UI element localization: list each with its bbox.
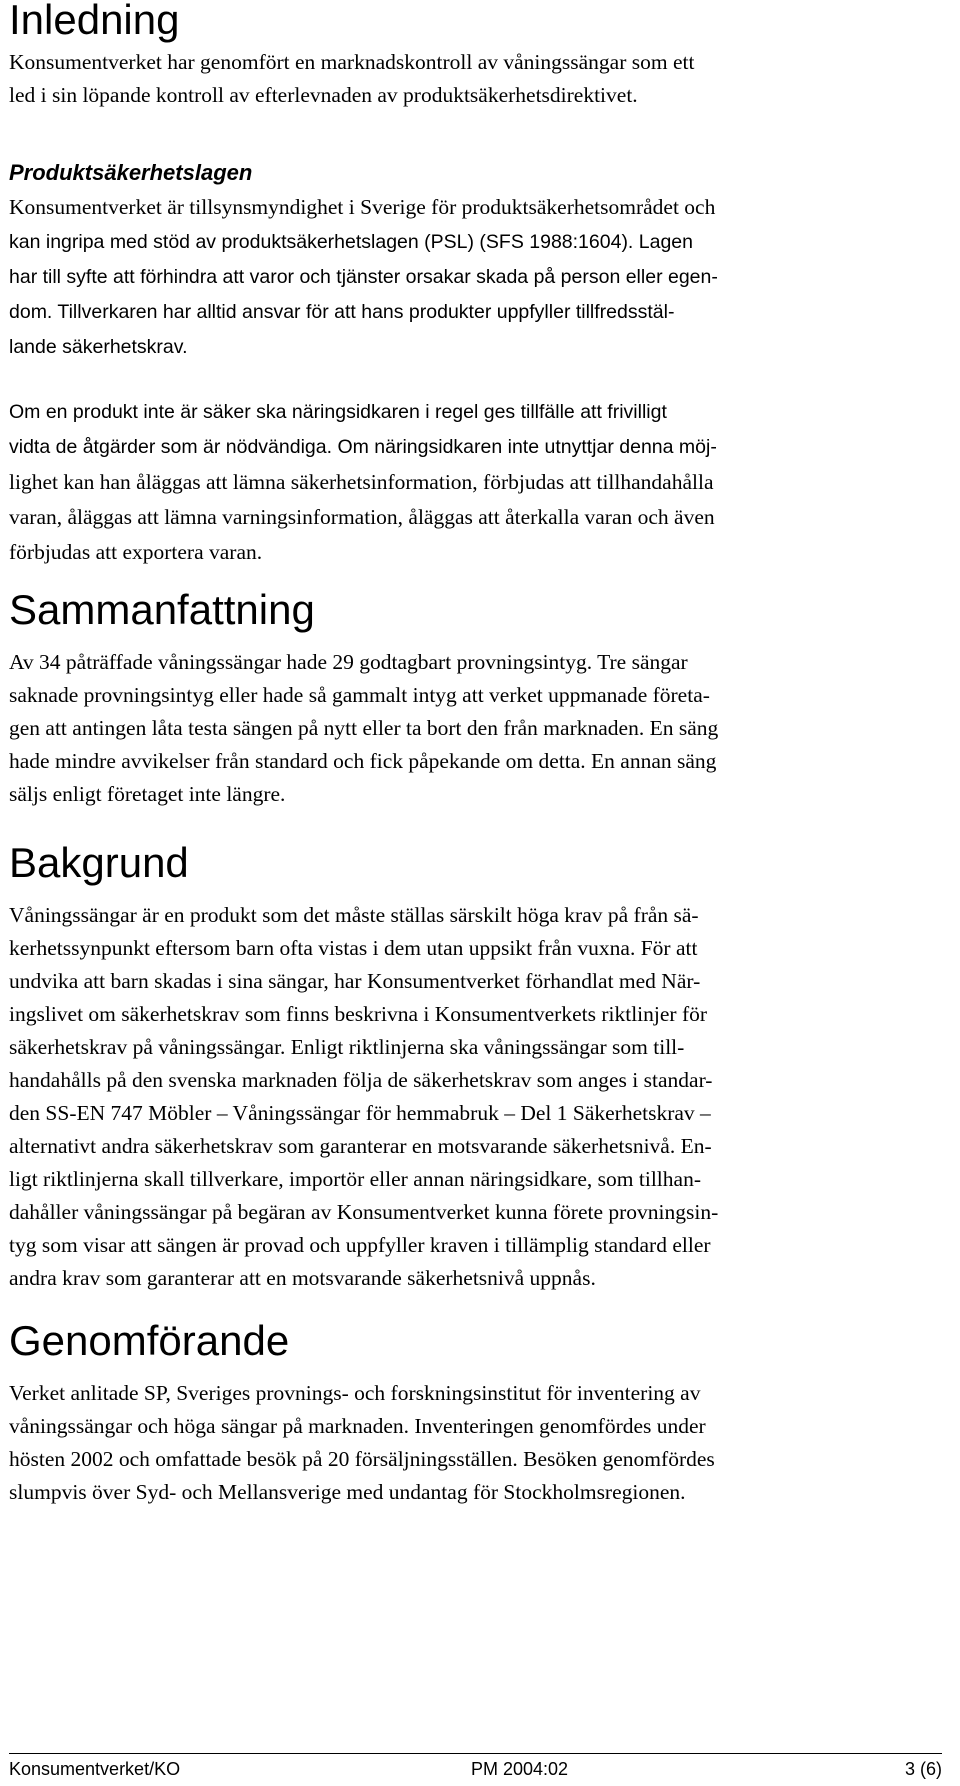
page-content (9, 0, 945, 1509)
paragraph-psl-1 (9, 190, 945, 365)
text-line: undvika att barn skadas i sina sängar, har Konsumentverket förhandlat med När- (9, 969, 701, 993)
text-line: lande säkerhetskrav. (9, 336, 188, 358)
text-line: ingslivet om säkerhetskrav som finns beskrivna i Konsumentverkets riktlinjer för (9, 1002, 708, 1026)
heading-bakgrund: Bakgrund (9, 839, 189, 886)
text-line: Konsumentverket har genomfört en marknadskontroll av våningssängar som ett (9, 50, 695, 74)
text-line: Av 34 påträffade våningssängar hade 29 godtagbart provningsintyg. Tre sängar (9, 650, 688, 674)
text-line: den SS-EN 747 Möbler – Våningssängar för hemmabruk – Del 1 Säkerhetskrav – (9, 1101, 711, 1125)
text-line: har till syfte att förhindra att varor och tjänster orsakar skada på person eller egen- (9, 266, 718, 288)
text-line: säkerhetskrav på våningssängar. Enligt riktlinjerna ska våningssängar som till- (9, 1035, 685, 1059)
text-line: förbjudas att exportera varan. (9, 540, 263, 564)
footer-document-id: PM 2004:02 (471, 1759, 569, 1779)
paragraph-inledning (9, 46, 945, 112)
footer-page-number: 3 (6) (904, 1759, 942, 1779)
text-line: gen att antingen låta testa sängen på nytt eller ta bort den från marknaden. En säng (9, 716, 719, 740)
footer-divider (9, 1753, 942, 1754)
heading-inledning: Inledning (9, 0, 180, 43)
text-line: kan ingripa med stöd av produktsäkerhetslagen (PSL) (SFS 1988:1604). Lagen (9, 231, 693, 253)
text-line: dahåller våningssängar på begäran av Konsumentverket kunna förete provningsin- (9, 1200, 719, 1224)
text-line: tyg som visar att sängen är provad och uppfyller kraven i tillämplig standard eller (9, 1233, 711, 1257)
text-line: Konsumentverket är tillsynsmyndighet i Sverige för produktsäkerhetsområdet och (9, 195, 716, 219)
paragraph-bakgrund (9, 899, 945, 1295)
text-line: lighet kan han åläggas att lämna säkerhetsinformation, förbjudas att tillhandahålla (9, 470, 714, 494)
subheading-produktsakerhetslagen: Produktsäkerhetslagen (9, 160, 253, 185)
text-line: kerhetssynpunkt eftersom barn ofta vistas i dem utan uppsikt från vuxna. För att (9, 936, 698, 960)
text-line: ligt riktlinjerna skall tillverkare, importör eller annan näringsidkare, som tillhan- (9, 1167, 701, 1191)
text-line: säljs enligt företaget inte längre. (9, 782, 286, 806)
text-line: led i sin löpande kontroll av efterlevnaden av produktsäkerhetsdirektivet. (9, 83, 638, 107)
paragraph-sammanfattning (9, 646, 945, 811)
text-line: våningssängar och höga sängar på marknaden. Inventeringen genomfördes under (9, 1414, 706, 1438)
text-line: handahålls på den svenska marknaden följa de säkerhetskrav som anges i standar- (9, 1068, 713, 1092)
text-line: Om en produkt inte är säker ska näringsidkaren i regel ges tillfälle att frivilligt (9, 401, 667, 423)
text-line: hade mindre avvikelser från standard och fick påpekande om detta. En annan säng (9, 749, 717, 773)
text-line: vidta de åtgärder som är nödvändiga. Om näringsidkaren inte utnyttjar denna möj- (9, 436, 717, 458)
footer-publisher: Konsumentverket/KO (9, 1759, 181, 1779)
text-line: slumpvis över Syd- och Mellansverige med undantag för Stockholmsregionen. (9, 1480, 686, 1504)
text-line: saknade provningsintyg eller hade så gammalt intyg att verket uppmanade företa- (9, 683, 710, 707)
paragraph-genomforande (9, 1377, 945, 1509)
text-line: alternativt andra säkerhetskrav som garanterar en motsvarande säkerhetsnivå. En- (9, 1134, 712, 1158)
text-line: hösten 2002 och omfattade besök på 20 försäljningsställen. Besöken genomfördes (9, 1447, 715, 1471)
text-line: Verket anlitade SP, Sveriges provnings- och forskningsinstitut för inventering av (9, 1381, 701, 1405)
text-line: varan, åläggas att lämna varningsinformation, åläggas att återkalla varan och även (9, 505, 715, 529)
heading-genomforande: Genomförande (9, 1317, 290, 1364)
text-line: dom. Tillverkaren har alltid ansvar för att hans produkter uppfyller tillfredsstäl- (9, 301, 675, 323)
text-line: andra krav som garanterar att en motsvarande säkerhetsnivå uppnås. (9, 1266, 596, 1290)
paragraph-psl-2 (9, 395, 945, 570)
text-line: Våningssängar är en produkt som det måste ställas särskilt höga krav på från sä- (9, 903, 699, 927)
heading-sammanfattning: Sammanfattning (9, 586, 315, 633)
